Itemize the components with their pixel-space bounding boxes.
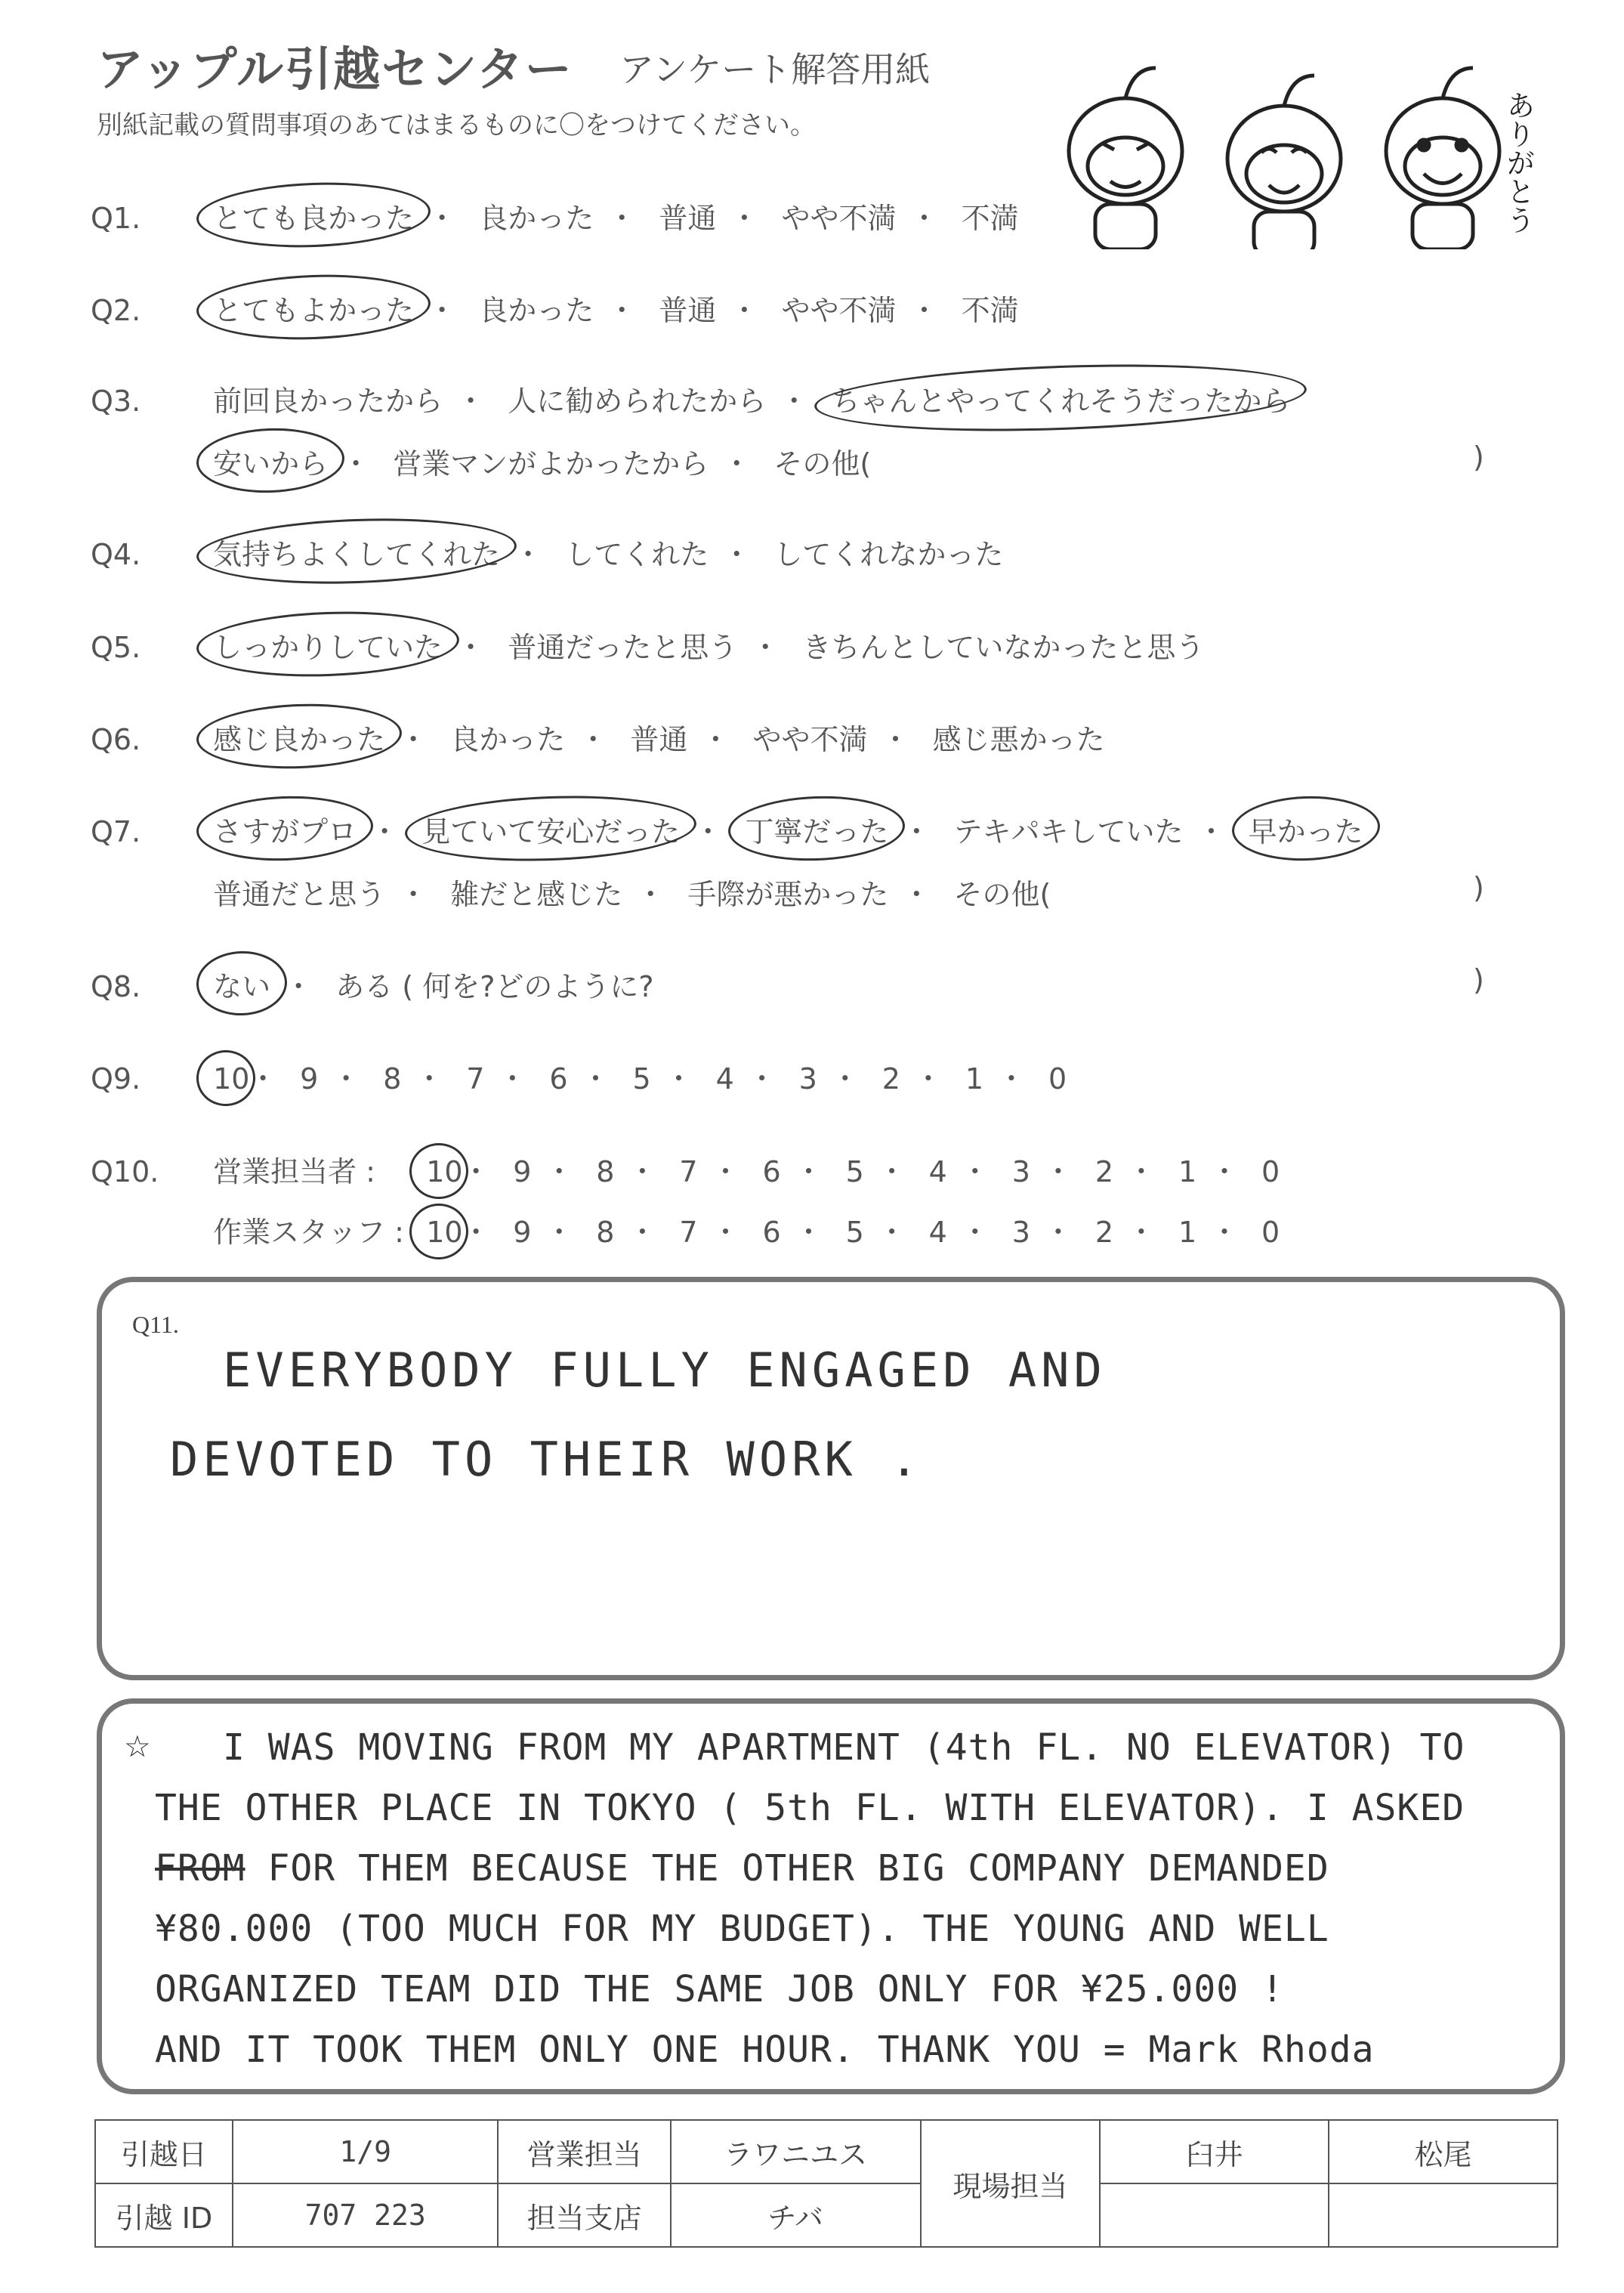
site-rep-empty[interactable] xyxy=(1329,2183,1558,2247)
answer-option[interactable]: きちんとしていなかったと思う xyxy=(802,631,1205,664)
question-label: Q5. xyxy=(91,631,141,664)
rating-6[interactable]: 6 xyxy=(549,1062,568,1096)
paren-close: ) xyxy=(1473,440,1484,474)
answer-option[interactable]: してくれなかった xyxy=(773,538,1004,571)
rating-5[interactable]: 5 xyxy=(632,1062,651,1096)
answer-option[interactable]: 普通だと思う xyxy=(213,878,386,911)
rating-3[interactable]: 3 xyxy=(1011,1216,1030,1249)
rating-6[interactable]: 6 xyxy=(762,1155,781,1188)
rating-4[interactable]: 4 xyxy=(928,1216,947,1249)
answer-option[interactable]: テキパキしていた xyxy=(953,815,1184,848)
question-q9: Q9. 10・ 9 ・ 8 ・ 7 ・ 6 ・ 5 ・ 4 ・ 3 ・ 2 ・ 1 ・ 0 xyxy=(91,1055,1070,1097)
rating-5[interactable]: 5 xyxy=(845,1155,864,1188)
answer-option-other[interactable]: その他( xyxy=(953,878,1051,911)
comment-line: THE OTHER PLACE IN TOKYO ( 5th FL. WITH ELEVATOR). I ASKED xyxy=(155,1787,1465,1829)
question-label: Q9. xyxy=(91,1062,141,1096)
rating-5[interactable]: 5 xyxy=(845,1216,864,1249)
company-title: アップル引越センター xyxy=(97,42,573,97)
question-label: Q10. xyxy=(91,1155,159,1188)
question-q3: Q3. 前回良かったから ・ 人に勧められたから ・ ちゃんとやってくれそうだったから xyxy=(91,378,1290,419)
q11-answer-line: DEVOTED TO THEIR WORK . xyxy=(170,1432,923,1487)
answer-option-selected[interactable]: とてもよかった xyxy=(213,287,414,329)
rating-2[interactable]: 2 xyxy=(1095,1155,1114,1188)
question-label: Q4. xyxy=(91,538,141,571)
comment-line: AND IT TOOK THEM ONLY ONE HOUR. THANK YOU = Mark Rhoda xyxy=(155,2029,1375,2071)
rating-6[interactable]: 6 xyxy=(762,1216,781,1249)
site-rep-value-2[interactable]: 松尾 xyxy=(1329,2120,1558,2183)
rating-10-selected[interactable]: 10 xyxy=(213,1062,250,1096)
answer-option-selected[interactable]: 早かった xyxy=(1249,808,1363,850)
rating-2[interactable]: 2 xyxy=(881,1062,900,1096)
form-subtitle: アンケート解答用紙 xyxy=(619,49,931,90)
question-q1: Q1. とても良かった ・ 良かった ・ 普通 ・ やや不満 ・ 不満 xyxy=(91,195,1019,236)
answer-option[interactable]: 普通だったと思う xyxy=(508,631,738,664)
question-q4: Q4. 気持ちよくしてくれた ・ してくれた ・ してくれなかった xyxy=(91,531,1003,573)
rating-7[interactable]: 7 xyxy=(679,1216,698,1249)
site-rep-empty[interactable] xyxy=(1100,2183,1329,2247)
answer-option[interactable]: 普通 xyxy=(659,294,717,327)
answer-option[interactable]: してくれた xyxy=(565,538,709,571)
answer-option[interactable]: 感じ悪かった xyxy=(932,723,1105,756)
rating-3[interactable]: 3 xyxy=(1011,1155,1030,1188)
question-label: Q2. xyxy=(91,294,141,327)
instruction-text: 別紙記載の質問事項のあてはまるものに〇をつけてください。 xyxy=(97,110,816,141)
rating-8[interactable]: 8 xyxy=(596,1216,615,1249)
answer-option[interactable]: 不満 xyxy=(961,294,1019,327)
branch-label: 担当支店 xyxy=(498,2183,670,2247)
rating-1[interactable]: 1 xyxy=(1178,1155,1197,1188)
rating-4[interactable]: 4 xyxy=(928,1155,947,1188)
question-q3-line2: 安いから ・ 営業マンがよかったから ・ その他( xyxy=(91,440,871,482)
move-id-label: 引越 ID xyxy=(95,2183,233,2247)
q11-label: Q11. xyxy=(132,1311,179,1338)
sales-rating-label: 営業担当者 : xyxy=(213,1155,375,1188)
rating-1[interactable]: 1 xyxy=(965,1062,984,1096)
rating-8[interactable]: 8 xyxy=(383,1062,402,1096)
staff-rating-label: 作業スタッフ : xyxy=(213,1216,404,1249)
rating-0[interactable]: 0 xyxy=(1261,1216,1280,1249)
answer-option-selected[interactable]: ない xyxy=(213,963,270,1005)
rating-9[interactable]: 9 xyxy=(513,1216,532,1249)
question-label: Q3. xyxy=(91,385,141,418)
answer-option[interactable]: 雑だと感じた xyxy=(450,878,623,911)
rating-10-selected[interactable]: 10 xyxy=(426,1155,463,1188)
question-q2: Q2. とてもよかった ・ 良かった ・ 普通 ・ やや不満 ・ 不満 xyxy=(91,287,1019,329)
answer-option-selected[interactable]: 気持ちよくしてくれた xyxy=(213,531,500,573)
answer-option[interactable]: 手際が悪かった xyxy=(687,878,889,911)
answer-option[interactable]: 人に勧められたから xyxy=(508,385,767,418)
question-label: Q1. xyxy=(91,202,141,235)
answer-option[interactable]: 普通 xyxy=(659,202,717,235)
move-info-table xyxy=(94,2119,1558,2248)
rating-9[interactable]: 9 xyxy=(513,1155,532,1188)
comment-line: FROM FOR THEM BECAUSE THE OTHER BIG COMPANY DEMANDED xyxy=(155,1847,1329,1890)
question-label: Q7. xyxy=(91,815,141,848)
answer-option[interactable]: ある ( 何を?どのように? xyxy=(335,970,654,1003)
rating-9[interactable]: 9 xyxy=(300,1062,319,1096)
answer-option[interactable]: 営業マンがよかったから xyxy=(393,447,709,481)
answer-option[interactable]: 良かった xyxy=(479,202,594,235)
rating-7[interactable]: 7 xyxy=(679,1155,698,1188)
answer-option[interactable]: 良かった xyxy=(450,723,566,756)
question-q8: Q8. ない ・ ある ( 何を?どのように? xyxy=(91,963,654,1005)
q11-comment-box[interactable] xyxy=(97,1277,1565,1680)
answer-option[interactable]: やや不満 xyxy=(781,202,897,235)
struck-word: FROM xyxy=(155,1847,245,1890)
move-id-value[interactable]: 707 223 xyxy=(233,2183,499,2247)
answer-option[interactable]: 良かった xyxy=(479,294,594,327)
question-q6: Q6. 感じ良かった ・ 良かった ・ 普通 ・ やや不満 ・ 感じ悪かった xyxy=(91,716,1105,758)
rating-2[interactable]: 2 xyxy=(1095,1216,1114,1249)
move-date-label: 引越日 xyxy=(95,2120,233,2183)
star-icon: ☆ xyxy=(125,1719,150,1768)
paren-close: ) xyxy=(1473,963,1484,997)
answer-option-selected[interactable]: とても良かった xyxy=(213,195,414,236)
question-label: Q6. xyxy=(91,723,141,756)
answer-option-selected[interactable]: ちゃんとやってくれそうだったから xyxy=(831,378,1290,419)
rating-1[interactable]: 1 xyxy=(1178,1216,1197,1249)
rating-0[interactable]: 0 xyxy=(1048,1062,1067,1096)
question-q10-staff: 作業スタッフ : 10・ 9 ・ 8 ・ 7 ・ 6 ・ 5 ・ 4 ・ 3 ・ 2 ・ 1 ・ 0 xyxy=(91,1209,1283,1250)
answer-option-selected[interactable]: 丁寧だった xyxy=(745,808,888,850)
branch-value[interactable]: チバ xyxy=(671,2183,921,2247)
answer-option[interactable]: 普通 xyxy=(630,723,688,756)
move-date-value[interactable]: 1/9 xyxy=(233,2120,499,2183)
answer-option[interactable]: 前回良かったから xyxy=(213,385,443,418)
q11-answer-line: EVERYBODY FULLY ENGAGED AND xyxy=(223,1343,1107,1398)
answer-option-other[interactable]: その他( xyxy=(773,447,872,481)
site-rep-value-1[interactable]: 臼井 xyxy=(1100,2120,1329,2183)
answer-option-selected[interactable]: しっかりしていた xyxy=(213,624,443,666)
sales-rep-value[interactable]: ラワニユス xyxy=(671,2120,921,2183)
rating-3[interactable]: 3 xyxy=(798,1062,817,1096)
comment-line: ORGANIZED TEAM DID THE SAME JOB ONLY FOR ¥25.000 ! xyxy=(155,1968,1284,2010)
rating-7[interactable]: 7 xyxy=(466,1062,485,1096)
comment-line: ¥80.000 (TOO MUCH FOR MY BUDGET). THE YOUNG AND WELL xyxy=(155,1908,1329,1950)
answer-option[interactable]: 不満 xyxy=(961,202,1019,235)
mascot-monkeys-illustration xyxy=(1035,45,1564,249)
site-rep-label: 現場担当 xyxy=(921,2120,1101,2247)
answer-option-selected[interactable]: さすがプロ xyxy=(213,808,357,850)
question-q7: Q7. さすがプロ ・ 見ていて安心だった ・ 丁寧だった ・ テキパキしていた ・ 早かった xyxy=(91,808,1363,850)
answer-option-selected[interactable]: 感じ良かった xyxy=(213,716,385,758)
rating-0[interactable]: 0 xyxy=(1261,1155,1280,1188)
answer-option-selected[interactable]: 安いから xyxy=(213,440,328,482)
thanks-text: ありがとう xyxy=(1502,91,1535,234)
rating-4[interactable]: 4 xyxy=(715,1062,734,1096)
rating-8[interactable]: 8 xyxy=(596,1155,615,1188)
paren-close: ) xyxy=(1473,871,1484,904)
sales-rep-label: 営業担当 xyxy=(498,2120,670,2183)
question-label: Q8. xyxy=(91,970,141,1003)
answer-option[interactable]: やや不満 xyxy=(752,723,868,756)
free-comment-box[interactable] xyxy=(97,1698,1565,2094)
answer-option-selected[interactable]: 見ていて安心だった xyxy=(421,808,680,850)
question-q5: Q5. しっかりしていた ・ 普通だったと思う ・ きちんとしていなかったと思う xyxy=(91,624,1204,666)
rating-10-selected[interactable]: 10 xyxy=(426,1216,463,1249)
answer-option[interactable]: やや不満 xyxy=(781,294,897,327)
question-q7-line2: 普通だと思う ・ 雑だと感じた ・ 手際が悪かった ・ その他( xyxy=(91,871,1051,913)
question-q10-sales: Q10. 営業担当者 : 10・ 9 ・ 8 ・ 7 ・ 6 ・ 5 ・ 4 ・ 3 ・ 2 ・ 1 ・ 0 xyxy=(91,1148,1283,1190)
comment-line: I WAS MOVING FROM MY APARTMENT (4th FL. NO ELEVATOR) TO xyxy=(223,1726,1465,1769)
